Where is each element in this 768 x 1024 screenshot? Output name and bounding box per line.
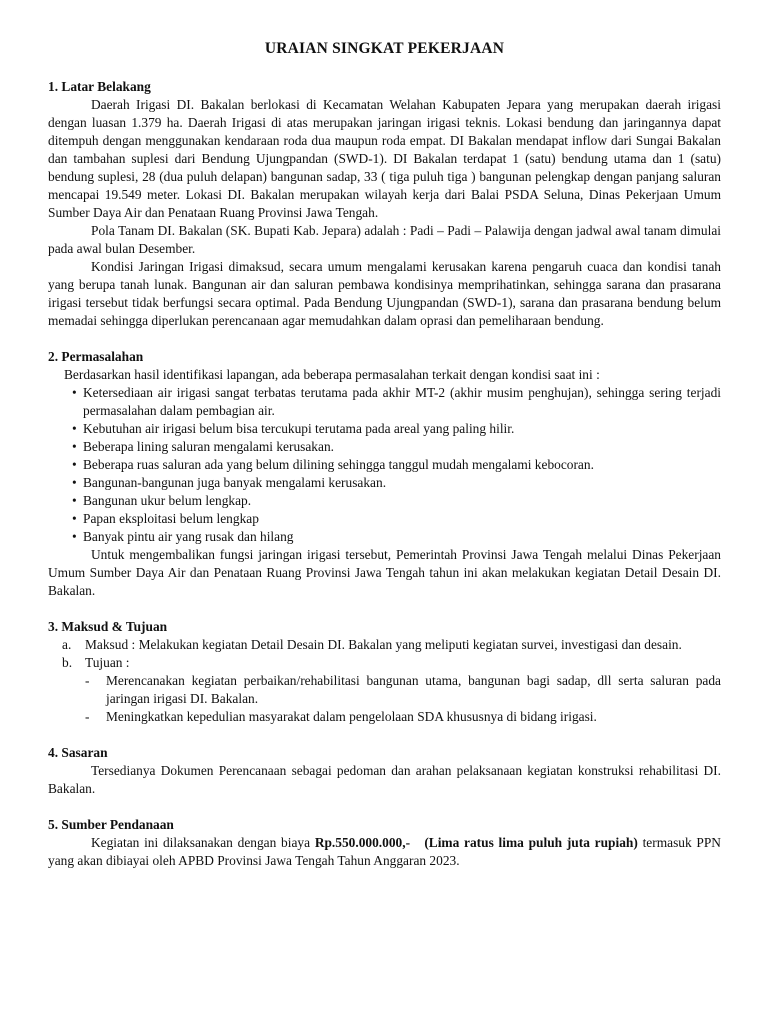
paragraph: Berdasarkan hasil identifikasi lapangan, ada beberapa permasalahan terkait dengan kondisi saat ini : bbox=[64, 367, 600, 382]
list-letter: b. bbox=[62, 655, 73, 670]
funding-text: Kegiatan ini dilaksanakan dengan biaya bbox=[91, 835, 315, 850]
list-item: • Bangunan-bangunan juga banyak mengalami kerusakan. bbox=[72, 474, 721, 492]
objectives-list bbox=[48, 636, 721, 672]
list-item: • Papan eksploitasi belum lengkap bbox=[72, 510, 721, 528]
list-item bbox=[62, 654, 721, 672]
list-item: • Ketersediaan air irigasi sangat terbatas terutama pada akhir MT-2 (akhir musim penghujan), sehingga sering terjadi permasalahan dalam pembagian air. bbox=[72, 384, 721, 420]
list-dash: - bbox=[85, 673, 90, 688]
funding-amount: Rp.550.000.000,- bbox=[314, 835, 411, 850]
goals-list bbox=[48, 672, 721, 726]
section-sumber-pendanaan bbox=[48, 816, 721, 870]
list-text: Tujuan : bbox=[85, 655, 130, 670]
list-item bbox=[85, 672, 721, 708]
section-heading: 2. Permasalahan bbox=[48, 349, 144, 364]
list-item bbox=[85, 708, 721, 726]
paragraph: Untuk mengembalikan fungsi jaringan irigasi tersebut, Pemerintah Provinsi Jawa Tengah melalui Dinas Pekerjaan Umum Sumber Daya Air dan Penataan Ruang Provinsi Jawa Tengah tahun ini akan melakukan kegiatan Detail Desain DI. Bakalan. bbox=[48, 547, 721, 598]
list-letter: a. bbox=[62, 637, 72, 652]
list-dash: - bbox=[85, 709, 90, 724]
section-maksud-tujuan bbox=[48, 618, 721, 726]
paragraph: Daerah Irigasi DI. Bakalan berlokasi di Kecamatan Welahan Kabupaten Jepara yang merupakan daerah irigasi dengan luasan 1.379 ha. Daerah Irigasi di atas merupakan jaringan irigasi teknis. Lokasi bendung dan jaringannya dapat ditempuh dengan menggunakan kendaraan roda dua maupun roda empat. DI Bakalan mendapat inflow dari Sungai Bakalan dan tambahan suplesi dari Bendung Ujungpandan (SWD-1). DI Bakalan terdapat 1 (satu) bendung utama dan 1 (satu) bendung suplesi, 28 (dua puluh delapan) bangunan sadap, 33 ( tiga puluh tiga ) bangunan pelengkap dengan panjang saluran mencapai 19.549 meter. Lokasi DI. Bakalan merupakan wilayah kerja dari Balai PSDA Seluna, Dinas Pekerjaan Umum Sumber Daya Air dan Penataan Ruang Provinsi Jawa Tengah. bbox=[48, 97, 721, 220]
list-item: • Beberapa lining saluran mengalami kerusakan. bbox=[72, 438, 721, 456]
funding-text: termasuk PPN yang akan dibiayai oleh APBD Provinsi Jawa Tengah Tahun Anggaran 2023. bbox=[48, 835, 721, 868]
section-permasalahan bbox=[48, 348, 721, 600]
list-item bbox=[62, 636, 721, 654]
section-heading: 5. Sumber Pendanaan bbox=[48, 817, 174, 832]
list-text: Maksud : Melakukan kegiatan Detail Desain DI. Bakalan yang meliputi kegiatan survei, investigasi dan desain. bbox=[85, 637, 682, 652]
funding-close-paren: ) bbox=[633, 835, 638, 850]
list-item: • Bangunan ukur belum lengkap. bbox=[72, 492, 721, 510]
paragraph: Pola Tanam DI. Bakalan (SK. Bupati Kab. Jepara) adalah : Padi – Padi – Palawija dengan jadwal awal tanam dimulai pada awal bulan Desember. bbox=[48, 223, 721, 256]
list-item: • Banyak pintu air yang rusak dan hilang bbox=[72, 528, 721, 546]
section-sasaran bbox=[48, 744, 721, 798]
section-heading: 4. Sasaran bbox=[48, 745, 108, 760]
list-text: Merencanakan kegiatan perbaikan/rehabilitasi bangunan utama, bangunan bagi sadap, dll serta saluran pada jaringan irigasi DI. Bakalan. bbox=[106, 673, 721, 706]
document-title: URAIAN SINGKAT PEKERJAAN bbox=[264, 40, 505, 57]
section-heading: 3. Maksud & Tujuan bbox=[48, 619, 168, 634]
funding-amount-words: (Lima ratus lima puluh juta rupiah bbox=[424, 835, 634, 850]
document-page bbox=[48, 40, 721, 888]
list-item: • Beberapa ruas saluran ada yang belum dilining sehingga tanggul mudah mengalami kebocoran. bbox=[72, 456, 721, 474]
funding-paragraph bbox=[48, 834, 721, 870]
section-latar-belakang bbox=[48, 78, 721, 330]
list-item: • Kebutuhan air irigasi belum bisa tercukupi terutama pada areal yang paling hilir. bbox=[72, 420, 721, 438]
section-heading: 1. Latar Belakang bbox=[48, 79, 151, 94]
problem-list bbox=[48, 384, 721, 546]
paragraph: Kondisi Jaringan Irigasi dimaksud, secara umum mengalami kerusakan karena pengaruh cuaca dan kondisi tanah yang berupa tanah lunak. Bangunan air dan saluran pembawa kondisinya memprihatinkan, sehingga sarana dan prasarana irigasi tersebut tidak berfungsi secara optimal. Pada Bendung Ujungpandan (SWD-1), sarana dan prasarana bendung belum memadai sehingga diperlukan perencanaan agar memudahkan dalam oprasi dan pemeliharaan bendung. bbox=[48, 259, 721, 328]
paragraph: Tersedianya Dokumen Perencanaan sebagai pedoman dan arahan pelaksanaan kegiatan konstruksi rehabilitasi DI. Bakalan. bbox=[48, 763, 721, 796]
list-text: Meningkatkan kepedulian masyarakat dalam pengelolaan SDA khususnya di bidang irigasi. bbox=[106, 709, 597, 724]
